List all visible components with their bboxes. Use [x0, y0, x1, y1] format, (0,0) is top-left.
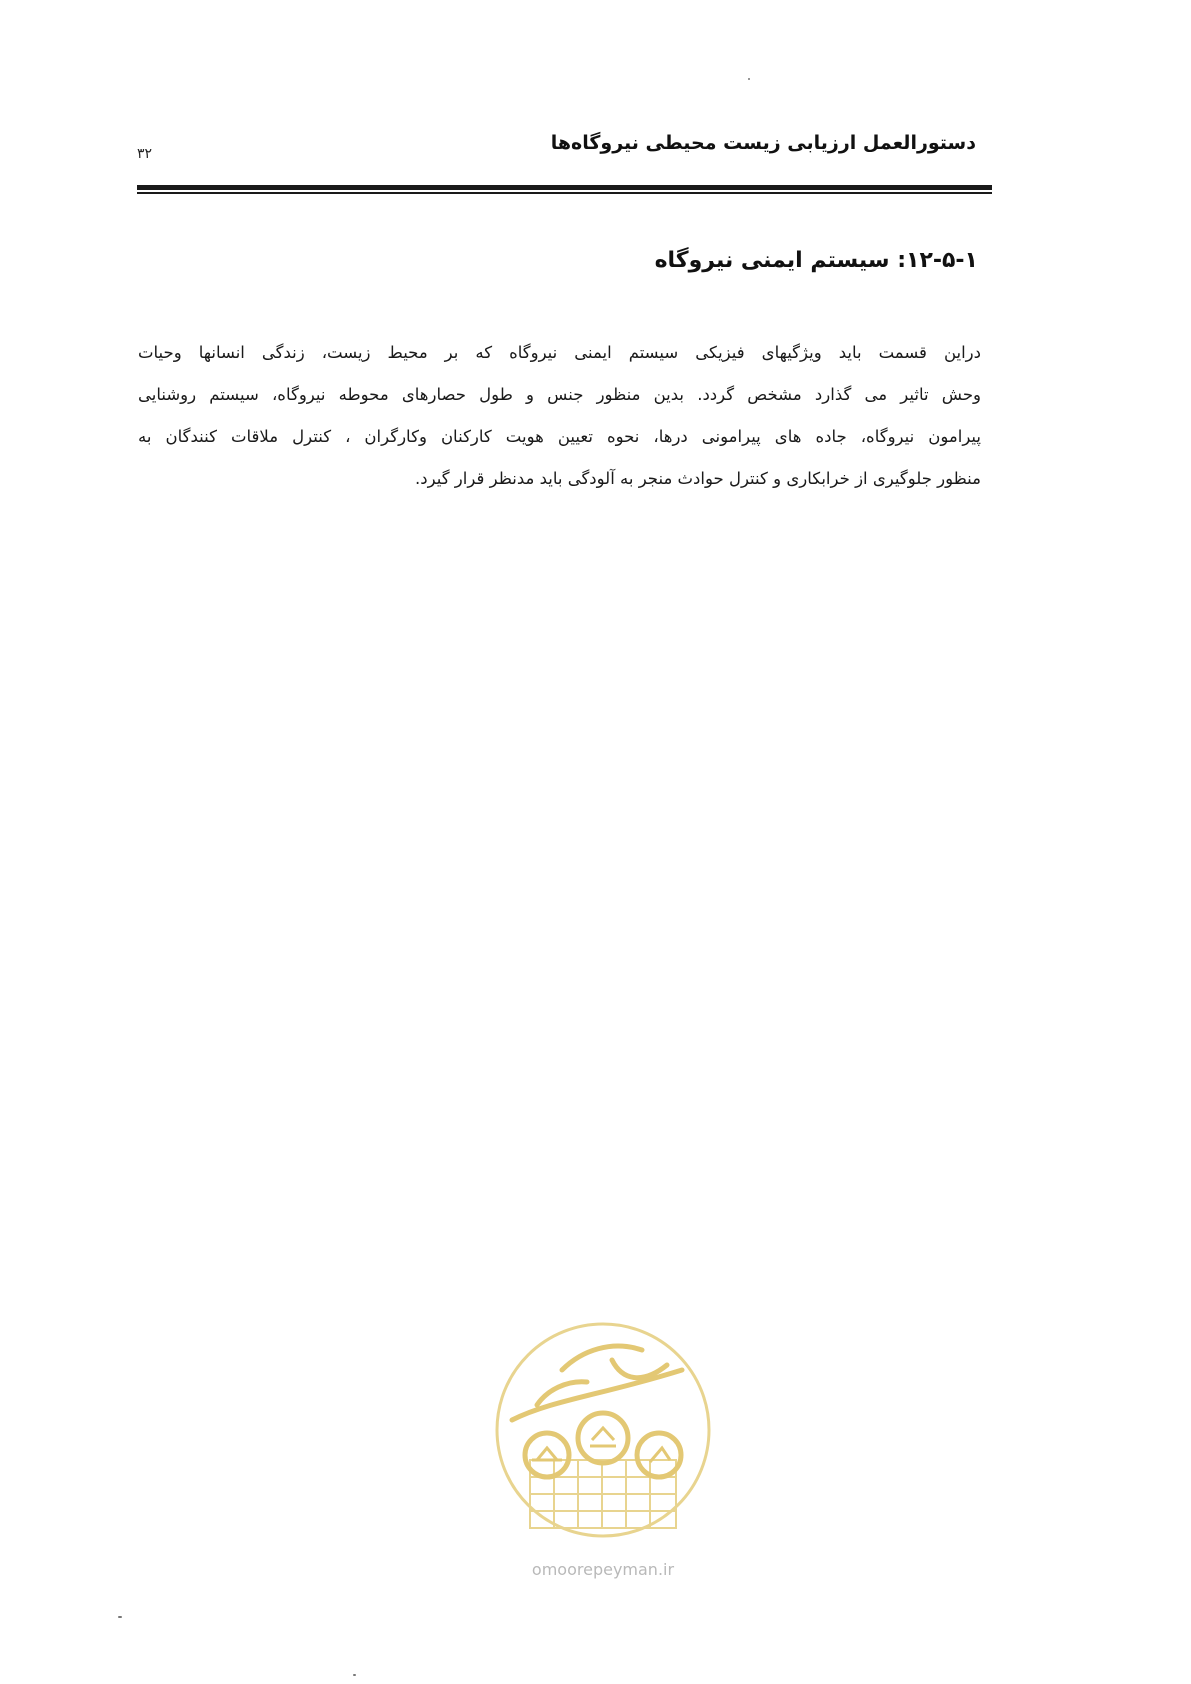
watermark-seal-icon — [492, 1310, 714, 1555]
paragraph-line: منظور جلوگیری از خرابکاری و کنترل حوادث منجر به آلودگی باید مدنظر قرار گیرد. — [415, 469, 981, 488]
paragraph-line: پیرامون نیروگاه، جاده های پیرامونی درها، نحوه تعیین هویت کارکنان وکارگران ، کنترل ملاقات کنندگان به — [138, 427, 981, 446]
scan-speck — [748, 78, 750, 80]
running-header-title: دستورالعمل ارزیابی زیست محیطی نیروگاه‌ها — [550, 132, 976, 154]
paragraph-line: دراین قسمت باید ویژگیهای فیزیکی سیستم ایمنی نیروگاه که بر محیط زیست، زندگی انسانها وحیات — [138, 343, 981, 362]
scan-speck — [118, 1616, 122, 1618]
header-rule-thick — [137, 185, 992, 190]
section-heading: ۱۲-۵-۱: سیستم ایمنی نیروگاه — [654, 248, 978, 273]
page-number: ۳۲ — [137, 146, 153, 162]
body-paragraph — [138, 332, 981, 500]
scan-speck — [353, 1674, 356, 1676]
watermark-caption: omoorepeyman.ir — [531, 1560, 675, 1579]
watermark-logo — [492, 1310, 714, 1580]
header-rule-thin — [137, 192, 992, 194]
paragraph-line: وحش تاثیر می گذارد مشخص گردد. بدین منظور جنس و طول حصارهای محوطه نیروگاه، سیستم روشنایی — [138, 385, 981, 404]
